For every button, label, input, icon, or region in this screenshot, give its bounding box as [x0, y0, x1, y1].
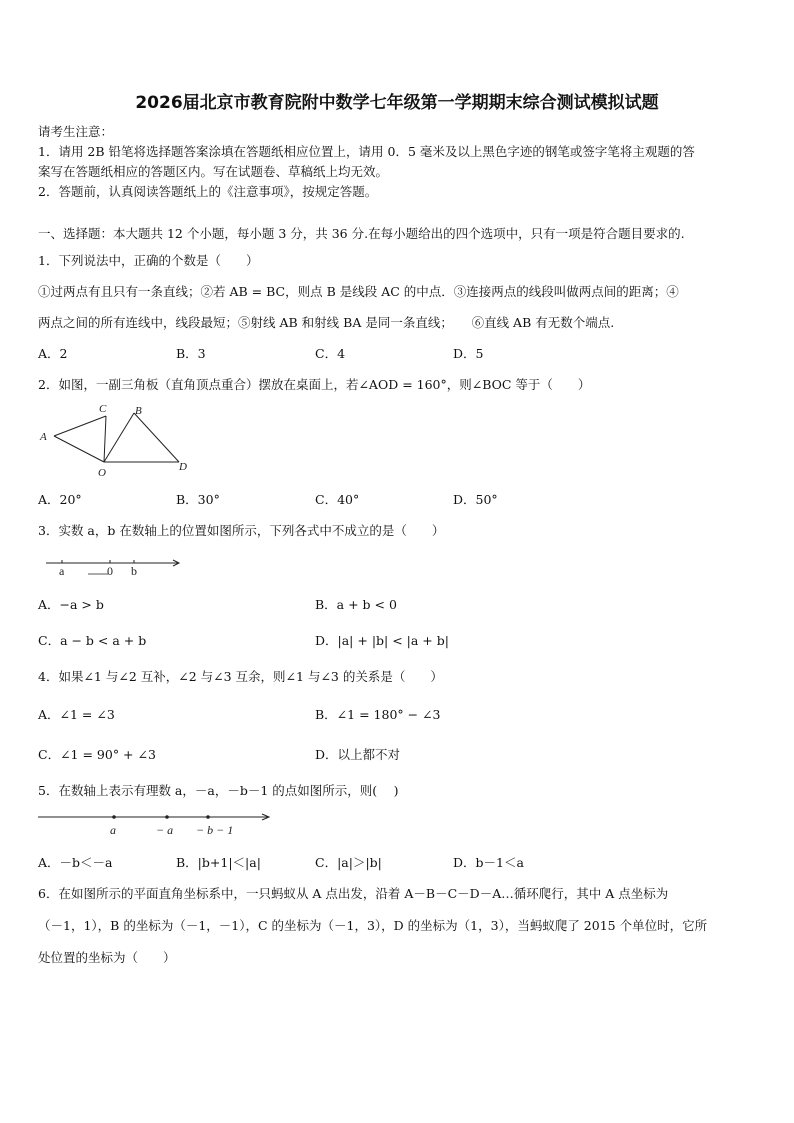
q4-option-c: C．∠1 = 90° + ∠3: [38, 747, 156, 762]
q3-option-b: B．a + b < 0: [315, 597, 397, 612]
q2-triangle-diagram: [36, 400, 196, 480]
q1-statement-line-2: 两点之间的所有连线中，线段最短；⑤射线 AB 和射线 BA 是同一条直线； ⑥直线 AB 有无数个端点.: [38, 315, 615, 330]
q4-option-b: B．∠1 = 180° − ∠3: [315, 707, 441, 722]
label-a: A: [40, 431, 47, 443]
q5-option-c: C．|a|＞|b|: [315, 855, 382, 870]
q5-number-line: [36, 808, 274, 840]
segment-bd: [134, 413, 179, 462]
label-c: C: [99, 403, 107, 415]
notice-heading: 请考生注意：: [38, 124, 114, 139]
q2-option-a: A．20°: [38, 492, 82, 507]
q6-stem-line-3: 处位置的坐标为（ ）: [38, 950, 176, 965]
q1-option-d: D．5: [453, 346, 484, 361]
q6-stem-line-1: 6．在如图所示的平面直角坐标系中，一只蚂蚁从 A 点出发，沿着 A－B－C－D－A…循环爬行，其中 A 点坐标为: [38, 886, 669, 901]
q1-option-b: B．3: [176, 346, 206, 361]
axis-label-neg-b-minus-1: − b − 1: [196, 823, 234, 837]
q2-option-b: B．30°: [176, 492, 220, 507]
q5-option-d: D．b－1＜a: [453, 855, 524, 870]
q5-stem: 5．在数轴上表示有理数 a，－a，－b－1 的点如图所示，则( ): [38, 783, 399, 798]
notice-item-1-line-1: 1．请用 2B 铅笔将选择题答案涂填在答题纸相应位置上，请用 0．5 毫米及以上黑色字迹的钢笔或签字笔将主观题的答: [38, 144, 695, 159]
axis-label-0: 0: [107, 564, 113, 578]
q2-stem: 2．如图，一副三角板（直角顶点重合）摆放在桌面上，若∠AOD = 160°，则∠BOC 等于（ ）: [38, 377, 591, 392]
axis-label-neg-a: − a: [156, 823, 174, 837]
q2-option-d: D．50°: [453, 492, 498, 507]
q5-option-b: B．|b+1|＜|a|: [176, 855, 261, 870]
q4-stem: 4．如果∠1 与∠2 互补，∠2 与∠3 互余，则∠1 与∠3 的关系是（ ）: [38, 669, 443, 684]
axis-label-a: a: [59, 564, 65, 578]
q4-option-a: A．∠1 = ∠3: [38, 707, 115, 722]
segment-ac: [54, 416, 106, 436]
label-b: B: [135, 405, 142, 417]
q1-stem: 1．下列说法中，正确的个数是（ ）: [38, 253, 259, 268]
q3-stem: 3．实数 a，b 在数轴上的位置如图所示，下列各式中不成立的是（ ）: [38, 523, 445, 538]
q1-statement-line-1: ①过两点有且只有一条直线；②若 AB = BC，则点 B 是线段 AC 的中点．③连接两点的线段叫做两点间的距离；④: [38, 284, 679, 299]
q6-stem-line-2: （－1，1），B 的坐标为（－1，－1），C 的坐标为（－1，3），D 的坐标为（1，3），当蚂蚁爬了 2015 个单位时，它所: [38, 918, 708, 933]
segment-ao: [54, 436, 104, 462]
segment-ob: [104, 413, 134, 462]
segment-co: [104, 416, 106, 462]
q2-option-c: C．40°: [315, 492, 360, 507]
axis-label-a: a: [110, 823, 116, 837]
page-title: 2026届北京市教育院附中数学七年级第一学期期末综合测试模拟试题: [135, 93, 659, 113]
q5-option-a: A．－b＜－a: [38, 855, 113, 870]
q3-option-c: C．a − b < a + b: [38, 633, 147, 648]
label-o: O: [98, 467, 106, 479]
notice-item-2: 2．答题前，认真阅读答题纸上的《注意事项》，按规定答题。: [38, 184, 378, 199]
q3-number-line: [44, 555, 184, 579]
q4-option-d: D．以上都不对: [315, 747, 401, 762]
q3-option-d: D．|a| + |b| < |a + b|: [315, 633, 449, 648]
notice-item-1-line-2: 案写在答题纸相应的答题区内。写在试题卷、草稿纸上均无效。: [38, 164, 389, 179]
q1-option-c: C．4: [315, 346, 346, 361]
axis-label-b: b: [131, 564, 137, 578]
q3-option-a: A．−a > b: [38, 597, 104, 612]
section-heading: 一、选择题：本大题共 12 个小题，每小题 3 分，共 36 分.在每小题给出的四个选项中，只有一项是符合题目要求的.: [38, 226, 685, 241]
q1-option-a: A．2: [38, 346, 68, 361]
label-d: D: [179, 461, 187, 473]
